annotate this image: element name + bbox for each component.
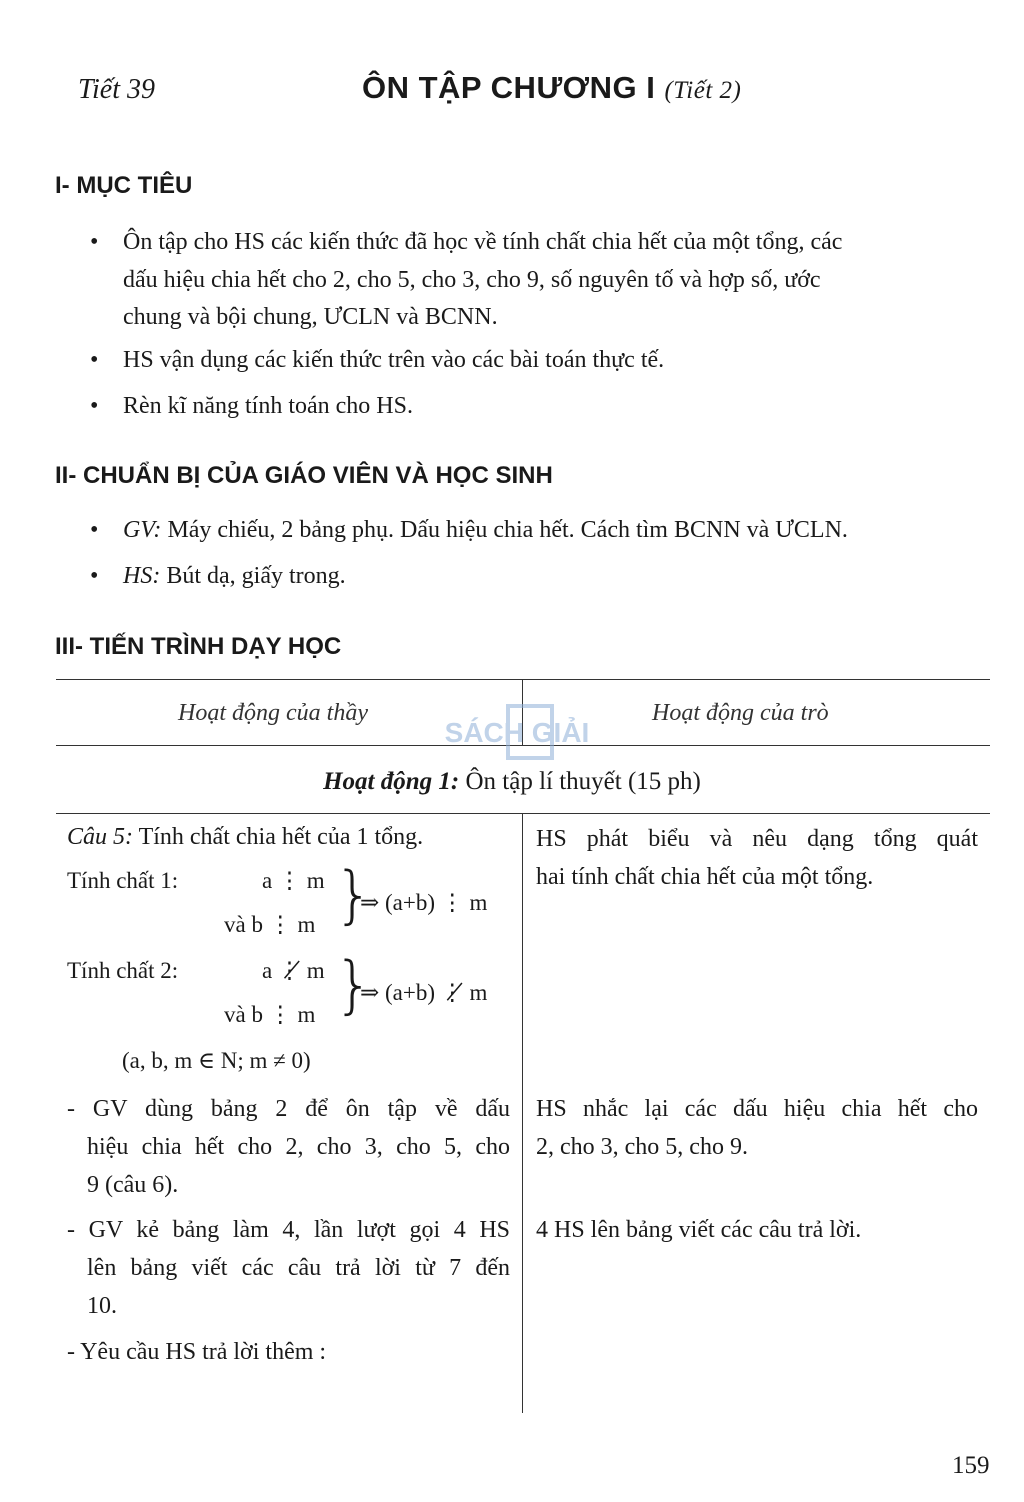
prep-gv-text: Máy chiếu, 2 bảng phụ. Dấu hiệu chia hết. Cách tìm BCNN và ƯCLN. [167,517,848,543]
svg-text:SÁCH GIẢI: SÁCH GIẢI [444,717,590,748]
objective-3-text: Rèn kĩ năng tính toán cho HS. [123,393,413,419]
table-top-rule [56,679,990,680]
page-title [362,70,741,106]
col-header-teacher: Hoạt động của thầy [178,700,368,726]
objective-1-line-3: chung và bội chung, ƯCLN và BCNN. [123,304,498,330]
section1-heading: I- MỤC TIÊU [55,172,193,199]
objective-1-line-2: dấu hiệu chia hết cho 2, cho 5, cho 3, cho 9, số nguyên tố và hợp số, ước [123,266,821,293]
prep-hs-text: Bút dạ, giấy trong. [166,563,346,589]
section2-heading: II- CHUẨN BỊ CỦA GIÁO VIÊN VÀ HỌC SINH [55,462,553,489]
teacher-item-2-line-3: 9 (câu 6). [87,1172,179,1198]
cau5-text: Tính chất chia hết của 1 tổng. [138,824,424,850]
right-brace-icon: } [334,858,374,931]
objective-2-text: HS vận dụng các kiến thức trên vào các bài toán thực tế. [123,347,665,373]
bullet-icon: • [90,517,99,543]
activity-label: Hoạt động 1: [323,768,460,795]
teacher-item-3-line-2: lên bảng viết các câu trả lời từ 7 đến [87,1255,510,1281]
student-response-1 [536,820,978,896]
prop2-result: ⇒ (a+b) ⋮̸ m [360,980,488,1005]
table-divider-body [522,813,523,1413]
teacher-item-2-line-2: hiệu chia hết cho 2, cho 3, cho 5, cho [87,1134,510,1160]
student-response-2-line-1: HS nhắc lại các dấu hiệu chia hết cho [536,1096,978,1122]
teacher-item-4: - Yêu cầu HS trả lời thêm : [67,1339,327,1365]
title-main: ÔN TẬP CHƯƠNG I [362,70,656,105]
bullet-icon: • [90,347,99,373]
prop1-line-2: và b ⋮ m [224,912,316,937]
prep-gv-label: GV: [123,517,162,543]
cau5-label: Câu 5: [67,824,133,850]
teacher-item-3 [67,1211,510,1325]
page-number: 159 [952,1452,990,1479]
teacher-item-3-line-3: 10. [87,1293,117,1319]
teacher-item-2 [67,1090,510,1204]
student-response-2 [536,1090,978,1166]
prop2-line-2: và b ⋮ m [224,1002,316,1027]
bullet-icon: • [90,563,99,589]
bullet-icon: • [90,393,99,419]
lesson-label: Tiết 39 [78,74,156,105]
student-response-1-line-2: hai tính chất chia hết của một tổng. [536,864,874,890]
section3-heading: III- TIẾN TRÌNH DẠY HỌC [55,633,342,660]
cau5-line [67,818,423,856]
prop1-label: Tính chất 1: [67,868,179,893]
objective-1-line-1: Ôn tập cho HS các kiến thức đã học về tính chất chia hết của một tổng, các [123,229,843,255]
teacher-item-2-line-1: - GV dùng bảng 2 để ôn tập về dấu [67,1096,510,1122]
student-response-2-line-2: 2, cho 3, cho 5, cho 9. [536,1134,748,1160]
title-subtitle: (Tiết 2) [664,77,742,104]
prep-hs-label: HS: [123,563,161,589]
prop1-line-1: a ⋮ m [262,868,325,893]
activity-row [0,768,1024,796]
right-brace-icon: } [334,948,374,1021]
bullet-icon: • [90,229,99,255]
table-activity-rule [56,813,990,814]
prop1-result: ⇒ (a+b) ⋮ m [360,890,488,915]
col-header-student: Hoạt động của trò [652,700,829,726]
teacher-item-3-line-1: - GV kẻ bảng làm 4, lần lượt gọi 4 HS [67,1217,510,1243]
activity-text: Ôn tập lí thuyết (15 ph) [465,768,701,795]
condition-text: (a, b, m ∈ N; m ≠ 0) [122,1048,311,1073]
prop2-line-1: a ⋮̸ m [262,958,325,983]
student-response-1-line-1: HS phát biểu và nêu dạng tổng quát [536,826,978,852]
prop2-label: Tính chất 2: [67,958,179,983]
student-response-3: 4 HS lên bảng viết các câu trả lời. [536,1217,862,1243]
